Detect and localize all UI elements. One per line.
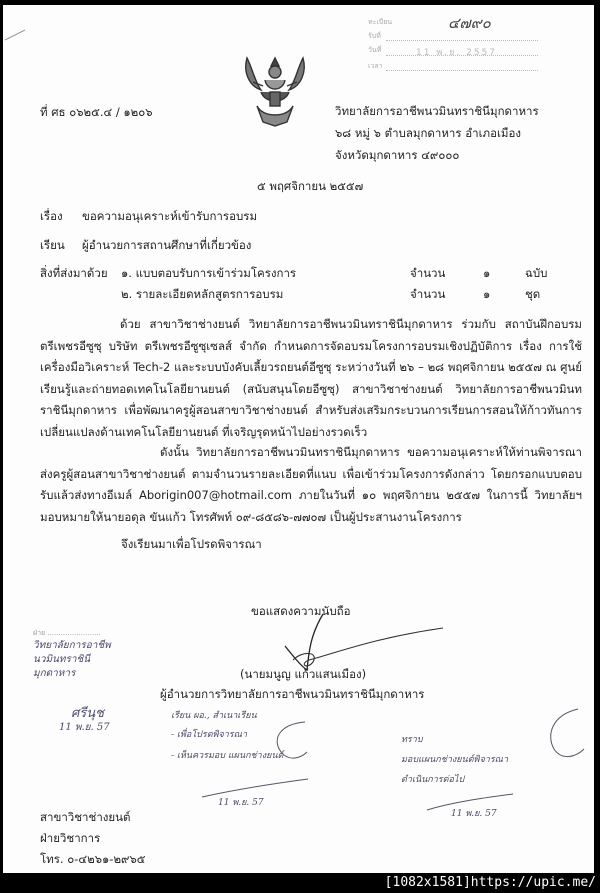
enclosure-unit: ฉบับ: [525, 266, 548, 280]
contact-phone: โทร. ๐-๔๒๖๑-๒๙๖๕: [40, 852, 146, 866]
enclosure-item: ๒. รายละเอียดหลักสูตรการอบรม: [121, 287, 284, 301]
stamp-line: [386, 40, 538, 41]
stamp-label: เวลา: [368, 62, 383, 70]
handwritten-stamp-date: 11 พ.ย. 57: [59, 722, 110, 733]
signatory-name: (นายมนูญ แก้วแสนเมือง): [240, 667, 367, 681]
enclosure-qty: ๑: [483, 266, 491, 280]
director-signature-icon: [273, 610, 453, 675]
handwritten-stamp-signature: ศรีนุช: [71, 706, 104, 721]
handwritten-note-line: ดำเนินการต่อไป: [401, 775, 465, 785]
handwritten-note-line: - เห็นควรมอบ แผนกช่างยนต์: [171, 751, 284, 761]
stamp-date: 11 พ.ย. 2557: [416, 48, 498, 58]
body-paragraph-2-text: ดังนั้น วิทยาลัยการอาชีพนวมินทราชินีมุกดาหาร ขอความอนุเคราะห์ให้ท่านพิจารณาส่งครูผู้สอนสาขาวิชาช่างยนต์ ตามจำนวนรายละเอียดที่แนบ เพื่อเข้าร่วมโครงการดังกล่าว โดยกรอกแบบตอบรับแล้วส่งทางอีเมล์ Aborigin007@hotmail.com ภายในวันที่ ๑๐ พฤศจิกายน ๒๕๕๗ ในการนี้ วิทยาลัยฯ มอบหมายให้นายอดุล ขันแก้ว โทรศัพท์ ๐๙-๘๕๘๖-๗๗๐๗ เป็นผู้ประสานงานโครงการ: [40, 445, 582, 524]
enclosures-label: สิ่งที่ส่งมาด้วย: [40, 266, 108, 280]
pen-mark-icon: [3, 25, 33, 45]
address-line-2: จังหวัดมุกดาหาร ๔๙๐๐๐: [335, 148, 460, 162]
watermark-text: [1082x1581]https://upic.me/: [384, 875, 596, 890]
handwritten-note-line: - เพื่อโปรดพิจารณา: [171, 730, 248, 740]
contact-division: ฝ่ายวิชาการ: [40, 831, 101, 845]
contact-department: สาขาวิชาช่างยนต์: [40, 810, 131, 824]
handwritten-note-line: มอบแผนกช่างยนต์พิจารณา: [401, 755, 509, 765]
handwritten-note-date: 11 พ.ย. 57: [451, 809, 497, 819]
subject-label: เรื่อง: [40, 209, 63, 223]
stamp-receive-number: ๔๗๙๐: [448, 14, 491, 32]
received-stamp-header: ฝ่าย ........................: [33, 629, 101, 637]
org-name: วิทยาลัยการอาชีพนวมินทราชินีมุกดาหาร: [335, 104, 539, 118]
stamp-line: [386, 55, 538, 56]
letter-date: ๕ พฤศจิกายน ๒๕๕๗: [257, 179, 364, 193]
closing-line: จึงเรียนมาเพื่อโปรดพิจารณา: [121, 537, 262, 551]
enclosure-qty-label: จำนวน: [410, 287, 446, 301]
enclosure-unit: ชุด: [525, 287, 541, 301]
enclosure-qty-label: จำนวน: [410, 266, 446, 280]
handwritten-note-line: เรียน ผอ., สำเนาเรียน: [171, 711, 257, 721]
handwritten-note-line: ทราบ: [401, 735, 423, 745]
handwritten-stamp-line: นวมินทราชินี: [33, 654, 91, 665]
stamp-label: รับที่: [368, 32, 381, 40]
subject-value: ขอความอนุเคราะห์เข้ารับการอบรม: [82, 209, 258, 223]
stamp-label: ทะเบียน: [368, 18, 393, 26]
reference-number: ที่ ศธ ๐๖๒๕.๔ / ๑๒๐๖: [40, 105, 153, 119]
receive-stamp: [368, 13, 538, 75]
handwritten-stamp-line: วิทยาลัยการอาชีพ: [33, 640, 111, 651]
handwritten-initial-icon: [261, 718, 311, 763]
handwritten-note-date: 11 พ.ย. 57: [218, 798, 264, 808]
stamp-line: [386, 70, 538, 71]
handwritten-stamp-line: มุกดาหาร: [33, 668, 76, 679]
document-page: [3, 5, 594, 873]
enclosure-item: ๑. แบบตอบรับการเข้าร่วมโครงการ: [121, 266, 297, 280]
watermark-bar: [0, 873, 600, 893]
body-paragraph-1: [40, 314, 582, 443]
body-paragraph-2: [40, 442, 582, 528]
enclosure-qty: ๑: [483, 287, 491, 301]
handwritten-initial-icon: [538, 705, 588, 765]
signatory-position: ผู้อำนวยการวิทยาลัยการอาชีพนวมินทราชินีมุกดาหาร: [160, 687, 425, 701]
salutation: ขอแสดงความนับถือ: [251, 604, 351, 618]
address-line-1: ๖๘ หมู่ ๖ ตำบลมุกดาหาร อำเภอเมือง: [335, 126, 522, 140]
recipient-value: ผู้อำนวยการสถานศึกษาที่เกี่ยวข้อง: [82, 238, 252, 252]
garuda-emblem-icon: [243, 52, 307, 128]
stamp-label: วันที่: [368, 46, 382, 54]
recipient-label: เรียน: [40, 238, 65, 252]
body-paragraph-1-text: ด้วย สาขาวิชาช่างยนต์ วิทยาลัยการอาชีพนวมินทราชินีมุกดาหาร ร่วมกับ สถาบันฝึกอบรม ตรีเพชรอีซูซุ บริษัท ตรีเพชรอีซูซุเซลส์ จำกัด กำหนดการจัดอบรมโครงการอบรมเชิงปฏิบัติการ เรื่อง การใช้เครื่องมือวิเคราะห์ Tech-2 และระบบบังคับเลี้ยวรถยนต์อีซูซุ ระหว่างวันที่ ๒๖ – ๒๘ พฤศจิกายน ๒๕๕๗ ณ ศูนย์เรียนรู้และถ่ายทอดเทคโนโลยียานยนต์ (สนับสนุนโดยอีซูซุ) สาขาวิชาช่างยนต์ วิทยาลัยการอาชีพนวมินทราชินีมุกดาหาร เพื่อพัฒนาครูผู้สอนสาขาวิชาช่างยนต์ สำหรับส่งเสริมกระบวนการเรียนการสอนให้ก้าวทันการเปลี่ยนแปลงด้านเทคโนโลยียานยนต์ ที่เจริญรุดหน้าไปอย่างรวดเร็ว: [40, 317, 582, 439]
